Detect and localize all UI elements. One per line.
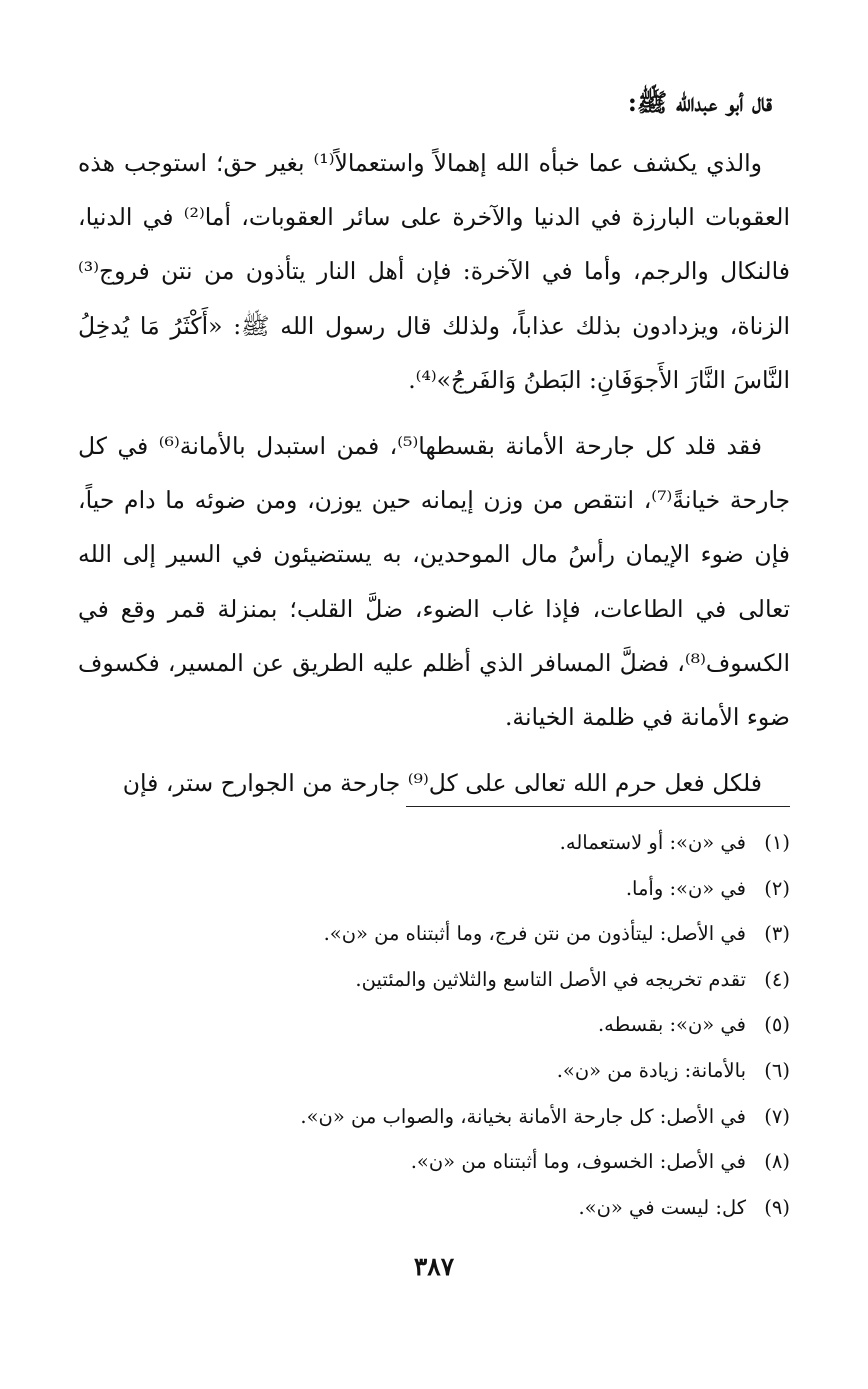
footnote-item (78, 1048, 790, 1094)
footnote-item (78, 866, 790, 912)
footnote-item (78, 1002, 790, 1048)
footnote-text: تقدم تخريجه في الأصل التاسع والثلاثين والمئتين. (355, 967, 746, 991)
footnote-separator (406, 806, 790, 807)
footnote-number: (٨) (764, 1150, 790, 1174)
footnote-number: (٤) (764, 967, 790, 991)
footnote-text: في الأصل: ليتأذون من نتن فرج، وما أثبتناه من «ن». (323, 922, 746, 946)
footnote-number: (٣) (764, 922, 790, 946)
footnote-number: (٢) (764, 876, 790, 900)
paragraph: فلكل فعل حرم الله تعالى على كل⁽⁹⁾ جارحة من الجوارح ستر، فإن (122, 769, 762, 798)
footnote-number: (٥) (764, 1013, 790, 1037)
footnote-text: في «ن»: وأما. (625, 876, 746, 900)
footnote-item (78, 1094, 790, 1140)
page-number: ٣٨٧ (413, 1252, 455, 1281)
footnote-item (78, 1185, 790, 1231)
footnote-text: في الأصل: كل جارحة الأمانة بخيانة، والصواب من «ن». (300, 1104, 746, 1128)
footnote-text: في «ن»: أو لاستعماله. (559, 831, 746, 854)
footnote-text: بالأمانة: زيادة من «ن». (556, 1058, 746, 1082)
footnotes-list (78, 820, 790, 1230)
section-heading: قال أبو عبدالله ﷺ: (627, 88, 772, 117)
paragraph: فقد قلد كل جارحة الأمانة بقسطها⁽⁵⁾، فمن استبدل بالأمانة⁽⁶⁾ في كل جارحة خيانةً⁽⁷⁾، انتقص من وزن إيمانه حين يوزن، ومن ضوئه ما دام حياً، فإن ضوء الإيمان رأسُ مال الموحدين، به يستضيئون في السير إلى الله تعالى في الطاعات، فإذا غاب الضوء، ضلَّ القلب؛ بمنزلة قمر وقع في الكسوف⁽⁸⁾، فضلَّ المسافر الذي أظلم عليه الطريق عن المسير، فكسوف ضوء الأمانة في ظلمة الخيانة. (78, 432, 791, 732)
footnote-item (78, 911, 790, 957)
footnote-number: (٧) (764, 1104, 790, 1128)
footnote-text: في «ن»: بقسطه. (597, 1013, 746, 1037)
footnote-text: كل: ليست في «ن». (578, 1195, 746, 1219)
footnote-text: في الأصل: الخسوف، وما أثبتناه من «ن». (410, 1150, 746, 1174)
footnote-number: (١) (764, 831, 790, 854)
footnote-item (78, 957, 790, 1003)
main-text (78, 136, 790, 810)
footnote-number: (٩) (764, 1195, 790, 1219)
paragraph: والذي يكشف عما خبأه الله إهمالاً واستعمالاً⁽¹⁾ بغير حق؛ استوجب هذه العقوبات البارزة في الدنيا والآخرة على سائر العقوبات، أما⁽²⁾ في الدنيا، فالنكال والرجم، وأما في الآخرة: فإن أهل النار يتأذون من نتن فروج⁽³⁾ الزناة، ويزدادون بذلك عذاباً، ولذلك قال رسول الله ﷺ: «أَكْثَرُ مَا يُدخِلُ النَّاسَ النَّارَ الأَجوَفَانِ: البَطنُ وَالفَرجُ»⁽⁴⁾. (78, 149, 790, 394)
footnote-item (78, 820, 790, 866)
footnote-item (78, 1139, 790, 1185)
footnote-number: (٦) (764, 1058, 790, 1082)
